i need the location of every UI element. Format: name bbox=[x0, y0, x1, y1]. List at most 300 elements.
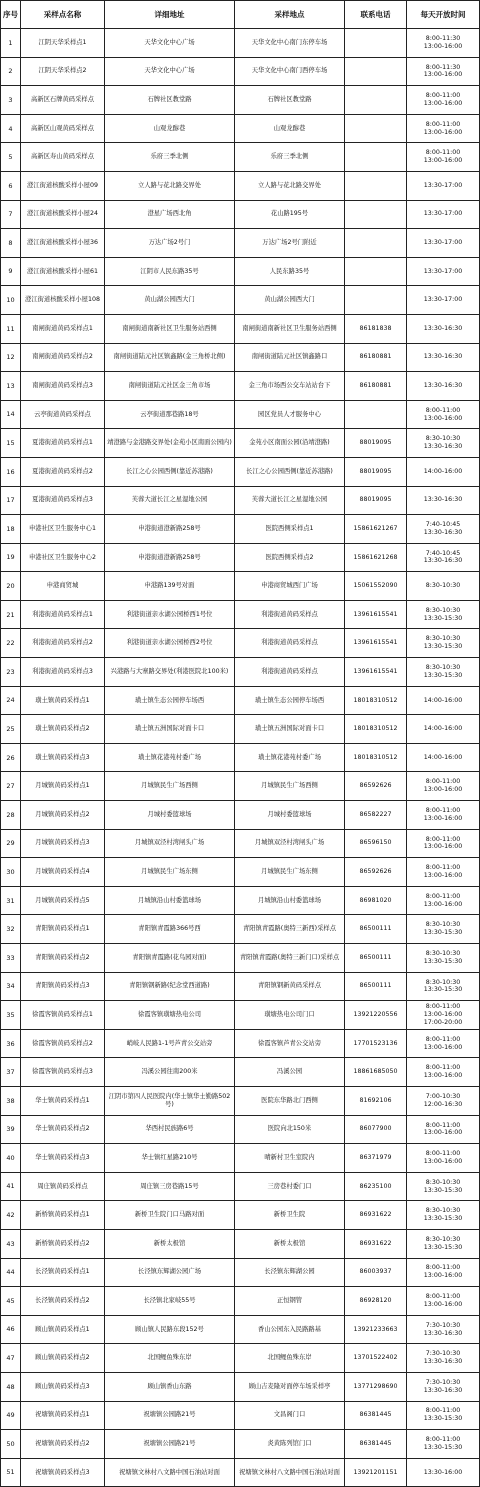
site-name-cell: 徐霞客镇黄码采样点1 bbox=[21, 1001, 105, 1030]
hours-cell: 8:00-11:00 13:00-16:00 bbox=[407, 1258, 480, 1287]
location-cell: 三房巷村委门口 bbox=[235, 1172, 345, 1201]
location-cell: 璜塘热电公司门口 bbox=[235, 1001, 345, 1030]
table-row bbox=[1, 629, 480, 658]
address-cell: 澄星广场西北角 bbox=[105, 200, 235, 229]
seq-cell: 41 bbox=[1, 1172, 21, 1201]
phone-cell: 15861621267 bbox=[345, 515, 407, 544]
table-row bbox=[1, 1258, 480, 1287]
hours-cell: 13:30-17:00 bbox=[407, 200, 480, 229]
hours-cell: 8:30-10:30 13:30-15:30 bbox=[407, 600, 480, 629]
site-name-cell: 青阳镇黄码采样点1 bbox=[21, 915, 105, 944]
table-row bbox=[1, 57, 480, 86]
table-row bbox=[1, 1058, 480, 1087]
table-row bbox=[1, 1172, 480, 1201]
table-row bbox=[1, 858, 480, 887]
site-name-cell: 祝塘镇黄码采样点3 bbox=[21, 1458, 105, 1487]
address-cell: 云亭街道那巷路18号 bbox=[105, 400, 235, 429]
location-cell: 天华文化中心南门东停车场 bbox=[235, 29, 345, 58]
hours-cell: 13:30-16:30 bbox=[407, 343, 480, 372]
site-name-cell: 南闸街道黄码采样点1 bbox=[21, 314, 105, 343]
hours-cell: 7:00-10:30 12:00-16:30 bbox=[407, 1086, 480, 1115]
table-row bbox=[1, 1115, 480, 1144]
seq-cell: 22 bbox=[1, 629, 21, 658]
seq-cell: 35 bbox=[1, 1001, 21, 1030]
hours-cell: 8:00-11:30 13:00-16:00 bbox=[407, 29, 480, 58]
location-cell: 南闸街道陆元社区镇鑫路口 bbox=[235, 343, 345, 372]
location-cell: 炎黄陈列馆门口 bbox=[235, 1430, 345, 1459]
seq-cell: 47 bbox=[1, 1344, 21, 1373]
address-cell: 石牌社区教堂路 bbox=[105, 86, 235, 115]
seq-cell: 34 bbox=[1, 972, 21, 1001]
header-seq: 序号 bbox=[1, 1, 21, 29]
seq-cell: 51 bbox=[1, 1458, 21, 1487]
hours-cell: 8:00-11:00 13:00-16:00 bbox=[407, 400, 480, 429]
table-row bbox=[1, 86, 480, 115]
address-cell: 璜土镇花港苑村委广场 bbox=[105, 743, 235, 772]
header-phone: 联系电话 bbox=[345, 1, 407, 29]
seq-cell: 32 bbox=[1, 915, 21, 944]
phone-cell bbox=[345, 286, 407, 315]
phone-cell: 13961615541 bbox=[345, 658, 407, 687]
phone-cell: 86371979 bbox=[345, 1144, 407, 1173]
phone-cell: 18861685050 bbox=[345, 1058, 407, 1087]
table-row bbox=[1, 1229, 480, 1258]
address-cell: 北国鲤鱼殊东岸 bbox=[105, 1344, 235, 1373]
location-cell: 晴新村卫生室院内 bbox=[235, 1144, 345, 1173]
hours-cell: 8:30-10:30 13:30-15:30 bbox=[407, 944, 480, 973]
address-cell: 利港街道亲水湖公园桥西1号位 bbox=[105, 600, 235, 629]
location-cell: 南闸街道南新社区卫生服务站西侧 bbox=[235, 314, 345, 343]
site-name-cell: 月城镇黄码采样点3 bbox=[21, 829, 105, 858]
hours-cell: 7:30-10:30 13:30-16:30 bbox=[407, 1344, 480, 1373]
seq-cell: 16 bbox=[1, 457, 21, 486]
phone-cell: 86181838 bbox=[345, 314, 407, 343]
site-name-cell: 徐霞客镇黄码采样点3 bbox=[21, 1058, 105, 1087]
phone-cell: 86381445 bbox=[345, 1430, 407, 1459]
site-name-cell: 夏港街道黄码采样点3 bbox=[21, 486, 105, 515]
address-cell: 璜土镇五洲国际对面卡口 bbox=[105, 715, 235, 744]
seq-cell: 5 bbox=[1, 143, 21, 172]
site-name-cell: 月城镇黄码采样点1 bbox=[21, 772, 105, 801]
phone-cell: 86592626 bbox=[345, 858, 407, 887]
hours-cell: 13:30-16:30 bbox=[407, 486, 480, 515]
table-row bbox=[1, 343, 480, 372]
location-cell: 利港街道黄码采样点 bbox=[235, 600, 345, 629]
address-cell: 冯溪公园往南200米 bbox=[105, 1058, 235, 1087]
phone-cell bbox=[345, 171, 407, 200]
seq-cell: 6 bbox=[1, 171, 21, 200]
seq-cell: 26 bbox=[1, 743, 21, 772]
site-name-cell: 顾山镇黄码采样点2 bbox=[21, 1344, 105, 1373]
seq-cell: 29 bbox=[1, 829, 21, 858]
phone-cell: 86931622 bbox=[345, 1229, 407, 1258]
location-cell: 璜土镇生态公园停车场西 bbox=[235, 686, 345, 715]
address-cell: 南闸街道南新社区卫生服务站西侧 bbox=[105, 314, 235, 343]
address-cell: 新桥卫生院门口马路对面 bbox=[105, 1201, 235, 1230]
location-cell: 黄山湖公园西大门 bbox=[235, 286, 345, 315]
hours-cell: 8:00-11:00 13:00-16:00 bbox=[407, 114, 480, 143]
location-cell: 璜土镇花港苑村委广场 bbox=[235, 743, 345, 772]
hours-cell: 13:30-17:00 bbox=[407, 257, 480, 286]
address-cell: 天华文化中心广场 bbox=[105, 57, 235, 86]
hours-cell: 8:30-10:30 13:30-15:30 bbox=[407, 915, 480, 944]
site-name-cell: 周庄镇黄码采样点 bbox=[21, 1172, 105, 1201]
hours-cell: 8:30-10:30 13:30-15:30 bbox=[407, 972, 480, 1001]
site-name-cell: 青阳镇黄码采样点3 bbox=[21, 972, 105, 1001]
location-cell: 月城镇双泾村湾闸头广场 bbox=[235, 829, 345, 858]
table-row bbox=[1, 1315, 480, 1344]
seq-cell: 19 bbox=[1, 543, 21, 572]
phone-cell: 86003937 bbox=[345, 1258, 407, 1287]
location-cell: 文昌阁门口 bbox=[235, 1401, 345, 1430]
phone-cell: 15861621268 bbox=[345, 543, 407, 572]
hours-cell: 8:00-11:00 13:00-16:00 bbox=[407, 801, 480, 830]
hours-cell: 8:00-11:00 13:00-16:00 bbox=[407, 886, 480, 915]
address-cell: 青阳镇钢新路(纪念堂西道路) bbox=[105, 972, 235, 1001]
table-row bbox=[1, 1344, 480, 1373]
address-cell: 周庄镇三房巷路15号 bbox=[105, 1172, 235, 1201]
table-row bbox=[1, 915, 480, 944]
table-row bbox=[1, 772, 480, 801]
seq-cell: 42 bbox=[1, 1201, 21, 1230]
site-name-cell: 南闸街道黄码采样点3 bbox=[21, 372, 105, 401]
site-name-cell: 澄江街道核酸采样小屋09 bbox=[21, 171, 105, 200]
site-name-cell: 青阳镇黄码采样点2 bbox=[21, 944, 105, 973]
table-row bbox=[1, 543, 480, 572]
phone-cell: 86931622 bbox=[345, 1201, 407, 1230]
address-cell: 申港街道澄新路258号 bbox=[105, 515, 235, 544]
site-name-cell: 澄江街道核酸采样小屋24 bbox=[21, 200, 105, 229]
hours-cell: 8:00-11:00 13:30-15:30 bbox=[407, 1430, 480, 1459]
phone-cell: 86981020 bbox=[345, 886, 407, 915]
address-cell: 天华文化中心广场 bbox=[105, 29, 235, 58]
seq-cell: 43 bbox=[1, 1229, 21, 1258]
location-cell: 青阳镇钢新黄码采样点 bbox=[235, 972, 345, 1001]
site-name-cell: 申港社区卫生服务中心1 bbox=[21, 515, 105, 544]
phone-cell: 18018310512 bbox=[345, 743, 407, 772]
phone-cell: 88019095 bbox=[345, 486, 407, 515]
site-name-cell: 夏港街道黄码采样点2 bbox=[21, 457, 105, 486]
table-row bbox=[1, 314, 480, 343]
phone-cell: 13961615541 bbox=[345, 600, 407, 629]
address-cell: 月城镇民生广场西侧 bbox=[105, 772, 235, 801]
site-name-cell: 高新区山观黄码采样点 bbox=[21, 114, 105, 143]
address-cell: 月城镇民生广场东侧 bbox=[105, 858, 235, 887]
hours-cell: 14:00-16:00 bbox=[407, 715, 480, 744]
location-cell: 长泾镇东辉湖公园 bbox=[235, 1258, 345, 1287]
location-cell: 天华文化中心南门西停车场 bbox=[235, 57, 345, 86]
site-name-cell: 江阴天华采样点2 bbox=[21, 57, 105, 86]
seq-cell: 44 bbox=[1, 1258, 21, 1287]
address-cell: 月城镇沿山村委篮球场 bbox=[105, 886, 235, 915]
table-row bbox=[1, 286, 480, 315]
hours-cell: 8:00-11:00 13:00-16:00 bbox=[407, 858, 480, 887]
location-cell: 医院向北150米 bbox=[235, 1115, 345, 1144]
address-cell: 立人路与花北路交界处 bbox=[105, 171, 235, 200]
location-cell: 正恒钢管 bbox=[235, 1287, 345, 1316]
phone-cell: 86180881 bbox=[345, 343, 407, 372]
site-name-cell: 申港商贸城 bbox=[21, 572, 105, 601]
table-row bbox=[1, 600, 480, 629]
seq-cell: 27 bbox=[1, 772, 21, 801]
hours-cell: 13:30-17:00 bbox=[407, 229, 480, 258]
address-cell: 申港路139号对面 bbox=[105, 572, 235, 601]
seq-cell: 49 bbox=[1, 1401, 21, 1430]
site-name-cell: 月城镇黄码采样点2 bbox=[21, 801, 105, 830]
seq-cell: 37 bbox=[1, 1058, 21, 1087]
site-name-cell: 华士镇黄码采样点1 bbox=[21, 1086, 105, 1115]
address-cell: 月城村委篮球场 bbox=[105, 801, 235, 830]
phone-cell: 86235100 bbox=[345, 1172, 407, 1201]
phone-cell: 86500111 bbox=[345, 972, 407, 1001]
phone-cell: 81692106 bbox=[345, 1086, 407, 1115]
seq-cell: 36 bbox=[1, 1029, 21, 1058]
table-row bbox=[1, 229, 480, 258]
phone-cell: 13771298690 bbox=[345, 1372, 407, 1401]
seq-cell: 13 bbox=[1, 372, 21, 401]
site-name-cell: 新桥镇黄码采样点2 bbox=[21, 1229, 105, 1258]
hours-cell: 8:00-11:30 13:00-16:00 bbox=[407, 57, 480, 86]
hours-cell: 8:00-11:00 13:00-16:00 bbox=[407, 1058, 480, 1087]
seq-cell: 45 bbox=[1, 1287, 21, 1316]
location-cell: 万达广场2号门附近 bbox=[235, 229, 345, 258]
site-name-cell: 华士镇黄码采样点2 bbox=[21, 1115, 105, 1144]
location-cell: 新桥卫生院 bbox=[235, 1201, 345, 1230]
site-name-cell: 璜土镇黄码采样点1 bbox=[21, 686, 105, 715]
location-cell: 园区党员人才服务中心 bbox=[235, 400, 345, 429]
address-cell: 青阳镇青霞路(花鸟园对面) bbox=[105, 944, 235, 973]
phone-cell: 18018310512 bbox=[345, 715, 407, 744]
seq-cell: 21 bbox=[1, 600, 21, 629]
site-name-cell: 申港社区卫生服务中心2 bbox=[21, 543, 105, 572]
hours-cell: 13:30-17:00 bbox=[407, 286, 480, 315]
location-cell: 医院西侧采样点1 bbox=[235, 515, 345, 544]
seq-cell: 50 bbox=[1, 1430, 21, 1459]
address-cell: 江阴市人民东路35号 bbox=[105, 257, 235, 286]
table-row bbox=[1, 457, 480, 486]
header-location: 采样地点 bbox=[235, 1, 345, 29]
location-cell: 冯溪公园 bbox=[235, 1058, 345, 1087]
seq-cell: 17 bbox=[1, 486, 21, 515]
address-cell: 徐霞客镇璜塘热电公司 bbox=[105, 1001, 235, 1030]
location-cell: 立人路与花北路交界处 bbox=[235, 171, 345, 200]
header-hours: 每天开放时间 bbox=[407, 1, 480, 29]
phone-cell: 86592626 bbox=[345, 772, 407, 801]
table-row bbox=[1, 114, 480, 143]
table-row bbox=[1, 429, 480, 458]
hours-cell: 8:00-11:00 13:00-16:00 bbox=[407, 772, 480, 801]
address-cell: 祝塘镇公园路21号 bbox=[105, 1401, 235, 1430]
site-name-cell: 顾山镇黄码采样点3 bbox=[21, 1372, 105, 1401]
table-row bbox=[1, 658, 480, 687]
table-row bbox=[1, 1144, 480, 1173]
site-name-cell: 顾山镇黄码采样点1 bbox=[21, 1315, 105, 1344]
address-cell: 申港街道澄新路258号 bbox=[105, 543, 235, 572]
address-cell: 芙蓉大道长江之星湿地公园 bbox=[105, 486, 235, 515]
seq-cell: 15 bbox=[1, 429, 21, 458]
seq-cell: 14 bbox=[1, 400, 21, 429]
seq-cell: 48 bbox=[1, 1372, 21, 1401]
phone-cell: 13921201151 bbox=[345, 1458, 407, 1487]
location-cell: 利港街道黄码采样点 bbox=[235, 629, 345, 658]
site-name-cell: 月城镇黄码采样点4 bbox=[21, 858, 105, 887]
address-cell: 长泾镇东辉湖公园广场 bbox=[105, 1258, 235, 1287]
table-row bbox=[1, 1401, 480, 1430]
phone-cell bbox=[345, 29, 407, 58]
table-row bbox=[1, 143, 480, 172]
seq-cell: 12 bbox=[1, 343, 21, 372]
table-row bbox=[1, 1201, 480, 1230]
seq-cell: 39 bbox=[1, 1115, 21, 1144]
hours-cell: 14:00-16:00 bbox=[407, 457, 480, 486]
site-name-cell: 华士镇黄码采样点3 bbox=[21, 1144, 105, 1173]
location-cell: 金三角市场西公交车站站台下 bbox=[235, 372, 345, 401]
hours-cell: 8:00-11:00 13:00-16:00 bbox=[407, 1029, 480, 1058]
address-cell: 黄山湖公园西大门 bbox=[105, 286, 235, 315]
phone-cell: 86077900 bbox=[345, 1115, 407, 1144]
location-cell: 北国鲤鱼殊东岸 bbox=[235, 1344, 345, 1373]
table-row bbox=[1, 372, 480, 401]
address-cell: 乐府三季北侧 bbox=[105, 143, 235, 172]
phone-cell bbox=[345, 400, 407, 429]
site-name-cell: 高新区寿山黄码采样点 bbox=[21, 143, 105, 172]
address-cell: 万达广场2号门 bbox=[105, 229, 235, 258]
seq-cell: 31 bbox=[1, 886, 21, 915]
phone-cell bbox=[345, 143, 407, 172]
hours-cell: 8:00-11:00 13:00-16:00 17:00-20:00 bbox=[407, 1001, 480, 1030]
table-row bbox=[1, 572, 480, 601]
header-address: 详细地址 bbox=[105, 1, 235, 29]
site-name-cell: 长泾镇黄码采样点1 bbox=[21, 1258, 105, 1287]
address-cell: 顾山镇人民路东段152号 bbox=[105, 1315, 235, 1344]
location-cell: 月城镇民生广场东侧 bbox=[235, 858, 345, 887]
seq-cell: 24 bbox=[1, 686, 21, 715]
site-name-cell: 月城镇黄码采样点5 bbox=[21, 886, 105, 915]
location-cell: 石牌社区教堂路 bbox=[235, 86, 345, 115]
seq-cell: 10 bbox=[1, 286, 21, 315]
table-row bbox=[1, 1029, 480, 1058]
site-name-cell: 璜土镇黄码采样点3 bbox=[21, 743, 105, 772]
seq-cell: 9 bbox=[1, 257, 21, 286]
hours-cell: 7:30-10:30 13:30-16:30 bbox=[407, 1315, 480, 1344]
table-row bbox=[1, 1458, 480, 1487]
location-cell: 顾山吉麦隆对面停车场采样亭 bbox=[235, 1372, 345, 1401]
seq-cell: 8 bbox=[1, 229, 21, 258]
location-cell: 医院西侧采样点2 bbox=[235, 543, 345, 572]
phone-cell: 13701522402 bbox=[345, 1344, 407, 1373]
location-cell: 金苑小区南面公园(沿靖澄路) bbox=[235, 429, 345, 458]
hours-cell: 13:30-16:30 bbox=[407, 314, 480, 343]
hours-cell: 8:00-11:00 13:00-16:00 bbox=[407, 829, 480, 858]
site-name-cell: 澄江街道核酸采样小屋108 bbox=[21, 286, 105, 315]
table-row bbox=[1, 886, 480, 915]
address-cell: 璜土镇生态公园停车场西 bbox=[105, 686, 235, 715]
phone-cell: 88019095 bbox=[345, 429, 407, 458]
hours-cell: 8:00-11:00 13:00-16:00 bbox=[407, 1115, 480, 1144]
phone-cell bbox=[345, 114, 407, 143]
table-row bbox=[1, 829, 480, 858]
phone-cell: 86582227 bbox=[345, 801, 407, 830]
hours-cell: 8:00-11:00 13:00-16:00 bbox=[407, 1144, 480, 1173]
site-name-cell: 利港街道黄码采样点2 bbox=[21, 629, 105, 658]
location-cell: 利港街道黄码采样点 bbox=[235, 658, 345, 687]
location-cell: 青阳镇青霞路(奥特三新门口)采样点 bbox=[235, 944, 345, 973]
seq-cell: 7 bbox=[1, 200, 21, 229]
seq-cell: 2 bbox=[1, 57, 21, 86]
table-row bbox=[1, 686, 480, 715]
seq-cell: 18 bbox=[1, 515, 21, 544]
site-name-cell: 新桥镇黄码采样点1 bbox=[21, 1201, 105, 1230]
address-cell: 峭岐人民路1-1号芦青公交站旁 bbox=[105, 1029, 235, 1058]
location-cell: 医院东华路北门西侧 bbox=[235, 1086, 345, 1115]
phone-cell bbox=[345, 257, 407, 286]
location-cell: 花山路195号 bbox=[235, 200, 345, 229]
seq-cell: 23 bbox=[1, 658, 21, 687]
seq-cell: 28 bbox=[1, 801, 21, 830]
site-name-cell: 祝塘镇黄码采样点2 bbox=[21, 1430, 105, 1459]
hours-cell: 8:00-11:00 13:00-16:00 bbox=[407, 1287, 480, 1316]
seq-cell: 1 bbox=[1, 29, 21, 58]
location-cell: 长江之心公园西侧(靠近苏港路) bbox=[235, 457, 345, 486]
hours-cell: 13:30-16:00 bbox=[407, 1458, 480, 1487]
table-row bbox=[1, 200, 480, 229]
table-row bbox=[1, 486, 480, 515]
phone-cell: 86596150 bbox=[345, 829, 407, 858]
address-cell: 南闸街道陆元社区镇鑫路(金三角桥北侧) bbox=[105, 343, 235, 372]
phone-cell: 15061552090 bbox=[345, 572, 407, 601]
phone-cell: 18018310512 bbox=[345, 686, 407, 715]
site-name-cell: 夏港街道黄码采样点1 bbox=[21, 429, 105, 458]
table-body bbox=[1, 29, 480, 1487]
hours-cell: 8:00-11:00 13:00-16:00 bbox=[407, 86, 480, 115]
address-cell: 兴港路与大寨路交界处(利港医院北100米) bbox=[105, 658, 235, 687]
seq-cell: 25 bbox=[1, 715, 21, 744]
hours-cell: 8:30-10:30 13:30-15:30 bbox=[407, 658, 480, 687]
address-cell: 长泾镇北家岐55号 bbox=[105, 1287, 235, 1316]
site-name-cell: 南闸街道黄码采样点2 bbox=[21, 343, 105, 372]
table-row bbox=[1, 1287, 480, 1316]
hours-cell: 14:00-16:00 bbox=[407, 686, 480, 715]
phone-cell bbox=[345, 200, 407, 229]
site-name-cell: 利港街道黄码采样点3 bbox=[21, 658, 105, 687]
seq-cell: 38 bbox=[1, 1086, 21, 1115]
location-cell: 月城村委篮球场 bbox=[235, 801, 345, 830]
hours-cell: 8:30-10:30 13:30-15:30 bbox=[407, 1229, 480, 1258]
site-name-cell: 江阴天华采样点1 bbox=[21, 29, 105, 58]
location-cell: 月城镇民生广场西侧 bbox=[235, 772, 345, 801]
address-cell: 长江之心公园西侧(靠近苏港路) bbox=[105, 457, 235, 486]
site-name-cell: 璜土镇黄码采样点2 bbox=[21, 715, 105, 744]
seq-cell: 33 bbox=[1, 944, 21, 973]
address-cell: 利港街道亲水湖公园桥西2号位 bbox=[105, 629, 235, 658]
address-cell: 靖澄路与金港路交界处(金苑小区南面公园内) bbox=[105, 429, 235, 458]
table-row bbox=[1, 1086, 480, 1115]
location-cell: 人民东路35号 bbox=[235, 257, 345, 286]
table-row bbox=[1, 743, 480, 772]
hours-cell: 8:30-10:30 bbox=[407, 572, 480, 601]
location-cell: 芙蓉大道长江之星湿地公园 bbox=[235, 486, 345, 515]
location-cell: 香山公园东入民路路基 bbox=[235, 1315, 345, 1344]
location-cell: 月城镇沿山村委篮球场 bbox=[235, 886, 345, 915]
phone-cell: 86928120 bbox=[345, 1287, 407, 1316]
hours-cell: 8:30-10:30 13:30-15:30 bbox=[407, 1172, 480, 1201]
site-name-cell: 高新区石牌黄码采样点 bbox=[21, 86, 105, 115]
phone-cell bbox=[345, 86, 407, 115]
phone-cell: 86500111 bbox=[345, 915, 407, 944]
site-name-cell: 长泾镇黄码采样点2 bbox=[21, 1287, 105, 1316]
table-row bbox=[1, 715, 480, 744]
location-cell: 申港商贸城西门广场 bbox=[235, 572, 345, 601]
